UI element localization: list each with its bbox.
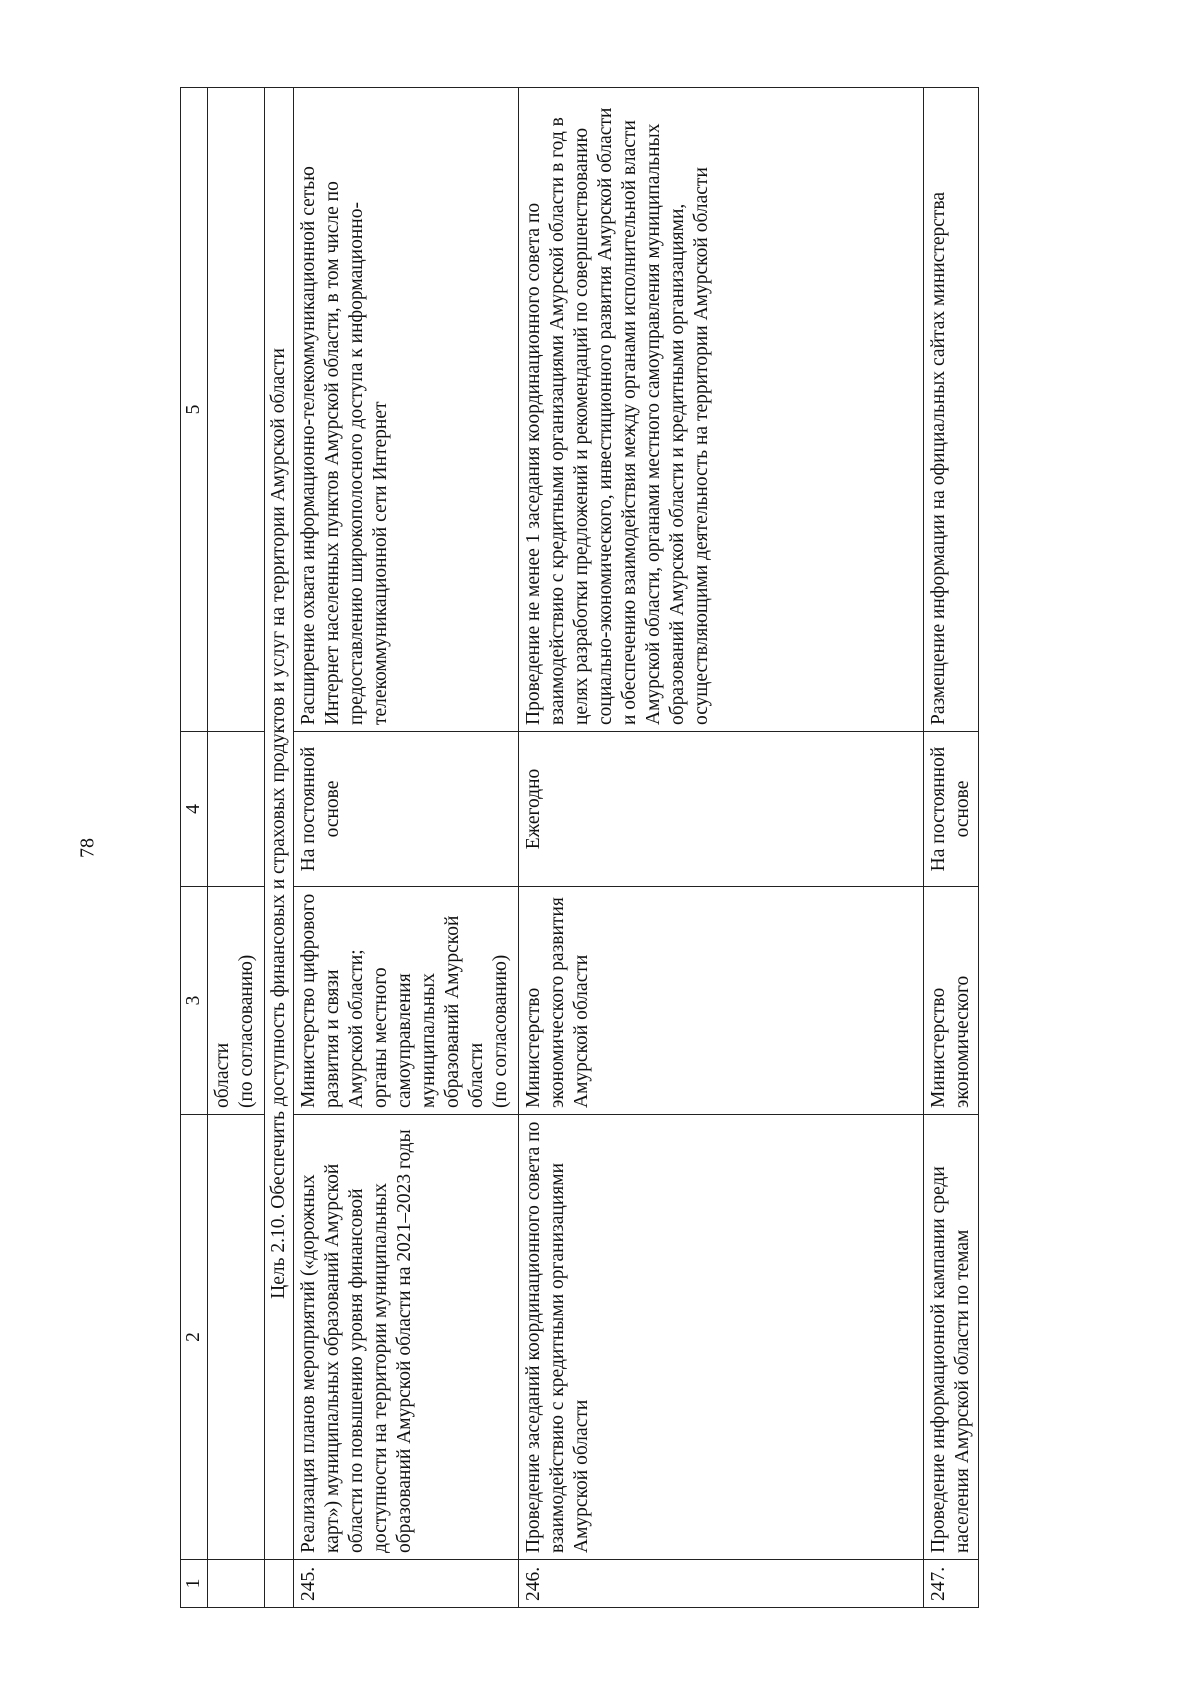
result-cell: Расширение охвата информационно-телекоммуникационной сетью Интернет населенных пунктов Амурской области, в том числе по предоставлению широкополосного доступа к информационно-телекоммуникационной сети Интернет	[294, 88, 519, 732]
continuation-row	[208, 88, 265, 1608]
rotated-table-container	[180, 88, 1100, 1608]
header-col-2: 2	[181, 1115, 208, 1560]
measure-cell: Реализация планов мероприятий («дорожных карт») муниципальных образований Амурской области по повышению уровня финансовой доступности на территории муниципальных образований Амурской области на 2021–2023 годы	[294, 1115, 519, 1560]
result-cell: Проведение не менее 1 заседания координационного совета по взаимодействию с кредитными организациями Амурской области в год в целях разработки предложений и рекомендаций по совершенствованию социально-экономического, инвестиционного развития Амурской области и обеспечению взаимодействия между органами исполнительной власти Амурской области, органами местного самоуправления муниципальных образований Амурской области и кредитными организациями, осуществляющими деятельность на территории Амурской области	[519, 88, 924, 732]
header-col-5: 5	[181, 88, 208, 732]
table-row	[924, 88, 979, 1608]
measures-table	[180, 87, 979, 1608]
page-number: 78	[76, 838, 99, 858]
header-col-4: 4	[181, 732, 208, 887]
goal-title: Цель 2.10. Обеспечить доступность финансовых и страховых продуктов и услуг на территории Амурской области	[265, 88, 294, 1560]
measure-cell: Проведение заседаний координационного совета по взаимодействию с кредитными организациями Амурской области	[519, 1115, 924, 1560]
term-cell: Ежегодно	[519, 732, 924, 887]
table-row	[519, 88, 924, 1608]
header-col-3: 3	[181, 887, 208, 1115]
executor-cell: Министерство экономического развития Амурской области	[519, 887, 924, 1115]
header-col-1: 1	[181, 1560, 208, 1608]
result-cell: Размещение информации на официальных сайтах министерства	[924, 88, 979, 732]
term-cell: На постоянной основе	[924, 732, 979, 887]
row-number: 245.	[294, 1560, 519, 1608]
table-row	[294, 88, 519, 1608]
row-number: 247.	[924, 1560, 979, 1608]
header-row	[181, 88, 208, 1608]
term-cell: На постоянной основе	[294, 732, 519, 887]
executor-cell: Министерство экономического	[924, 887, 979, 1115]
executor-cell: Министерство цифрового развития и связи Амурской области; органы местного самоуправления муниципальных образований Амурской области (по согласованию)	[294, 887, 519, 1115]
row-number: 246.	[519, 1560, 924, 1608]
measure-cell: Проведение информационной кампании среди населения Амурской области по темам	[924, 1115, 979, 1560]
continuation-executor: области (по согласованию)	[208, 887, 265, 1115]
goal-row	[265, 88, 294, 1608]
